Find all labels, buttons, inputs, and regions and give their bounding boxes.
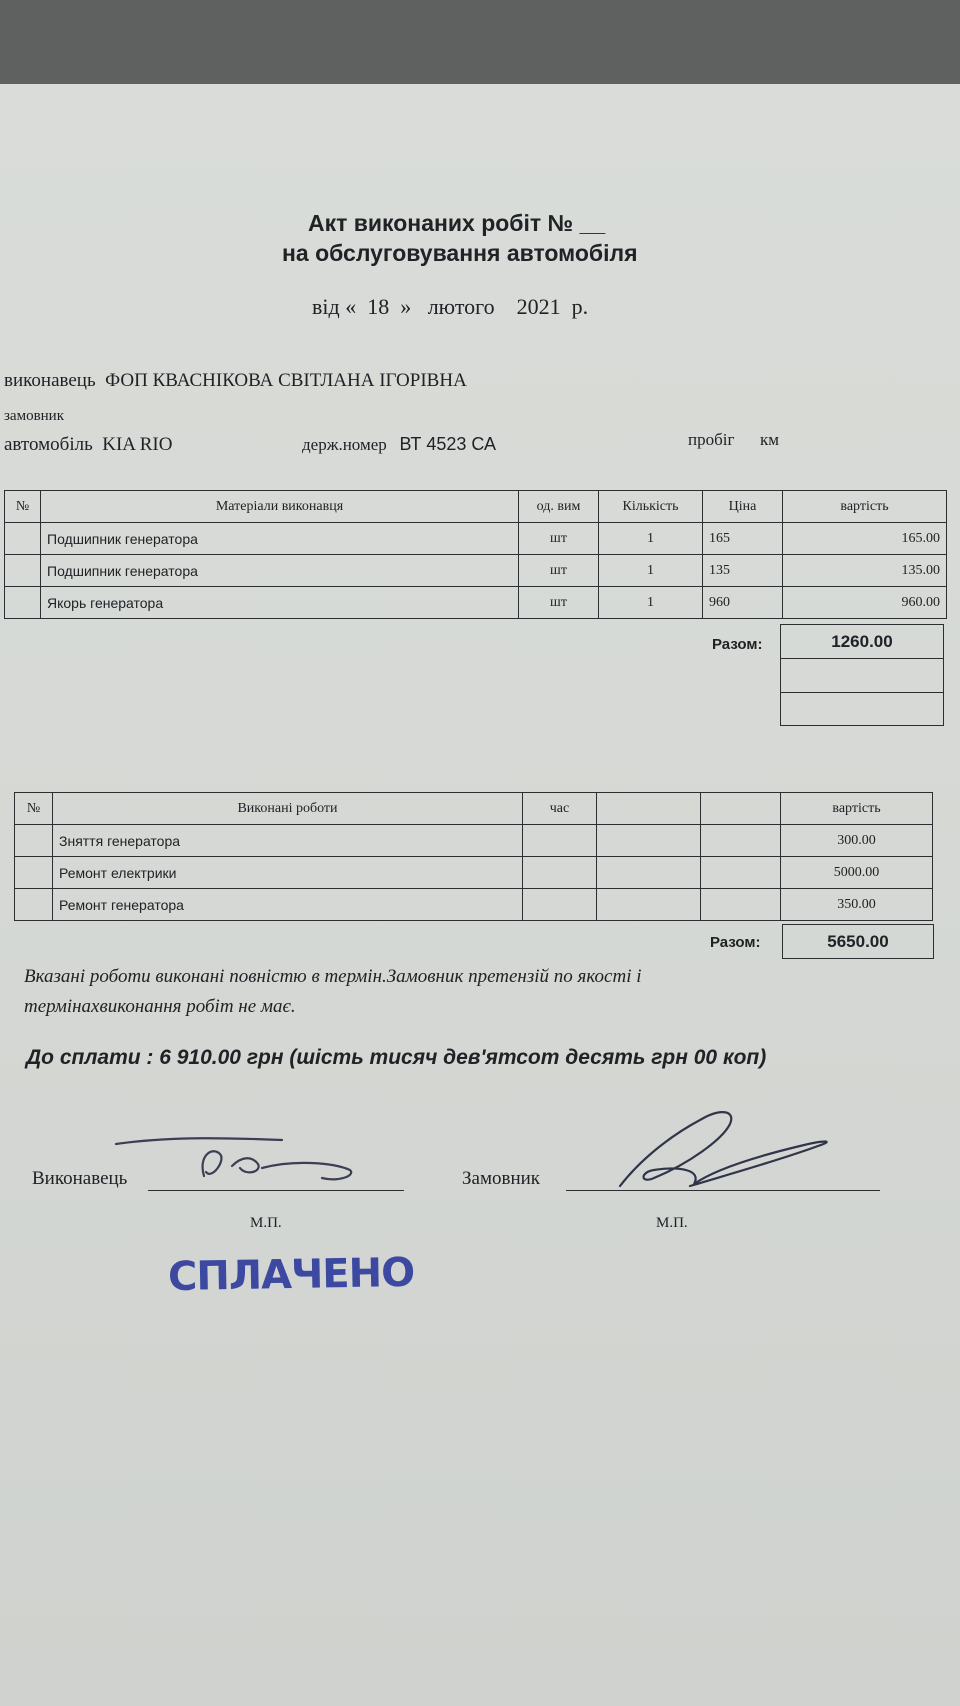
row-blank bbox=[597, 857, 701, 889]
materials-total-box bbox=[780, 624, 944, 726]
row-blank bbox=[701, 825, 781, 857]
customer-label: замовник bbox=[4, 408, 64, 424]
table-row bbox=[5, 555, 947, 587]
materials-total-value: 1260.00 bbox=[781, 625, 943, 659]
customer-signature-icon bbox=[610, 1100, 840, 1200]
materials-total-blank-1 bbox=[781, 659, 943, 693]
car-model: KIA RIO bbox=[102, 434, 173, 455]
row-name: Ремонт генератора bbox=[53, 889, 523, 921]
row-price: 135 bbox=[703, 555, 783, 587]
works-header-name: Виконані роботи bbox=[53, 793, 523, 825]
date-prefix: від « bbox=[312, 294, 357, 319]
materials-total-blank-2 bbox=[781, 693, 943, 725]
date-month: лютого bbox=[427, 294, 495, 319]
mileage-line bbox=[688, 430, 779, 450]
works-table bbox=[14, 792, 933, 921]
row-no bbox=[5, 555, 41, 587]
car-label: автомобіль bbox=[4, 434, 93, 455]
table-row bbox=[5, 587, 947, 619]
row-cost: 960.00 bbox=[783, 587, 947, 619]
row-blank bbox=[701, 857, 781, 889]
date-day: 18 bbox=[367, 294, 390, 319]
row-cost: 300.00 bbox=[781, 825, 933, 857]
row-name: Подшипник генератора bbox=[41, 555, 519, 587]
table-row bbox=[15, 857, 933, 889]
car-line bbox=[4, 434, 172, 456]
paid-stamp: СПЛАЧЕНО bbox=[167, 1249, 415, 1301]
materials-total-label: Разом: bbox=[712, 636, 763, 653]
mileage-unit: км bbox=[759, 430, 779, 449]
table-row bbox=[15, 825, 933, 857]
row-time bbox=[523, 889, 597, 921]
document-title: Акт виконаних робіт № __ bbox=[308, 210, 606, 236]
table-row bbox=[5, 523, 947, 555]
materials-header-row bbox=[5, 491, 947, 523]
works-header-no: № bbox=[15, 793, 53, 825]
works-total-box bbox=[782, 924, 934, 959]
row-no bbox=[5, 587, 41, 619]
document-date bbox=[312, 294, 588, 320]
materials-table bbox=[4, 490, 947, 619]
materials-header-no: № bbox=[5, 491, 41, 523]
executor-signature-icon bbox=[112, 1126, 372, 1196]
customer-seal-label: М.П. bbox=[656, 1215, 688, 1231]
row-name: Ремонт електрики bbox=[53, 857, 523, 889]
mileage-label: пробіг bbox=[688, 430, 735, 449]
works-header-blank-2 bbox=[701, 793, 781, 825]
row-blank bbox=[597, 889, 701, 921]
plate-label: держ.номер bbox=[302, 435, 387, 454]
executor-seal-label: М.П. bbox=[250, 1215, 282, 1231]
customer-signature-label: Замовник bbox=[462, 1168, 541, 1189]
date-mid: » bbox=[400, 294, 412, 319]
row-no bbox=[15, 825, 53, 857]
row-price: 165 bbox=[703, 523, 783, 555]
materials-header-name: Матеріали виконавця bbox=[41, 491, 519, 523]
executor-signature-label: Виконавець bbox=[32, 1168, 128, 1189]
row-qty: 1 bbox=[599, 587, 703, 619]
works-header-time: час bbox=[523, 793, 597, 825]
row-blank bbox=[597, 825, 701, 857]
date-suffix: р. bbox=[571, 294, 589, 319]
row-unit: шт bbox=[519, 587, 599, 619]
document-subtitle: на обслуговування автомобіля bbox=[282, 240, 638, 266]
row-cost: 135.00 bbox=[783, 555, 947, 587]
row-cost: 5000.00 bbox=[781, 857, 933, 889]
row-cost: 350.00 bbox=[781, 889, 933, 921]
works-header-cost: вартість bbox=[781, 793, 933, 825]
row-name: Зняття генератора bbox=[53, 825, 523, 857]
note-line-1: Вказані роботи виконані повністю в термін.Замовник претензій по якості і bbox=[24, 966, 642, 987]
table-row bbox=[15, 889, 933, 921]
works-header-row bbox=[15, 793, 933, 825]
note-line-2: термінахвиконання робіт не має. bbox=[24, 996, 296, 1017]
payment-total: До сплати : 6 910.00 грн (шість тисяч дев'ятсот десять грн 00 коп) bbox=[26, 1046, 767, 1069]
row-time bbox=[523, 825, 597, 857]
row-no bbox=[15, 889, 53, 921]
plate-value: ВТ 4523 СА bbox=[399, 434, 496, 454]
date-year: 2021 bbox=[516, 294, 561, 319]
row-unit: шт bbox=[519, 555, 599, 587]
row-no bbox=[5, 523, 41, 555]
materials-header-qty: Кількість bbox=[599, 491, 703, 523]
row-qty: 1 bbox=[599, 523, 703, 555]
row-unit: шт bbox=[519, 523, 599, 555]
executor-line bbox=[4, 370, 467, 392]
executor-label: виконавець bbox=[4, 370, 96, 391]
works-total-value: 5650.00 bbox=[827, 932, 889, 951]
row-name: Подшипник генератора bbox=[41, 523, 519, 555]
row-no bbox=[15, 857, 53, 889]
executor-name: ФОП КВАСНІКОВА СВІТЛАНА ІГОРІВНА bbox=[105, 370, 467, 391]
row-name: Якорь генератора bbox=[41, 587, 519, 619]
row-time bbox=[523, 857, 597, 889]
row-cost: 165.00 bbox=[783, 523, 947, 555]
materials-header-cost: вартість bbox=[783, 491, 947, 523]
works-total-label: Разом: bbox=[710, 934, 761, 951]
row-qty: 1 bbox=[599, 555, 703, 587]
works-header-blank-1 bbox=[597, 793, 701, 825]
materials-header-unit: од. вим bbox=[519, 491, 599, 523]
plate-line bbox=[302, 434, 496, 455]
row-blank bbox=[701, 889, 781, 921]
materials-header-price: Ціна bbox=[703, 491, 783, 523]
row-price: 960 bbox=[703, 587, 783, 619]
